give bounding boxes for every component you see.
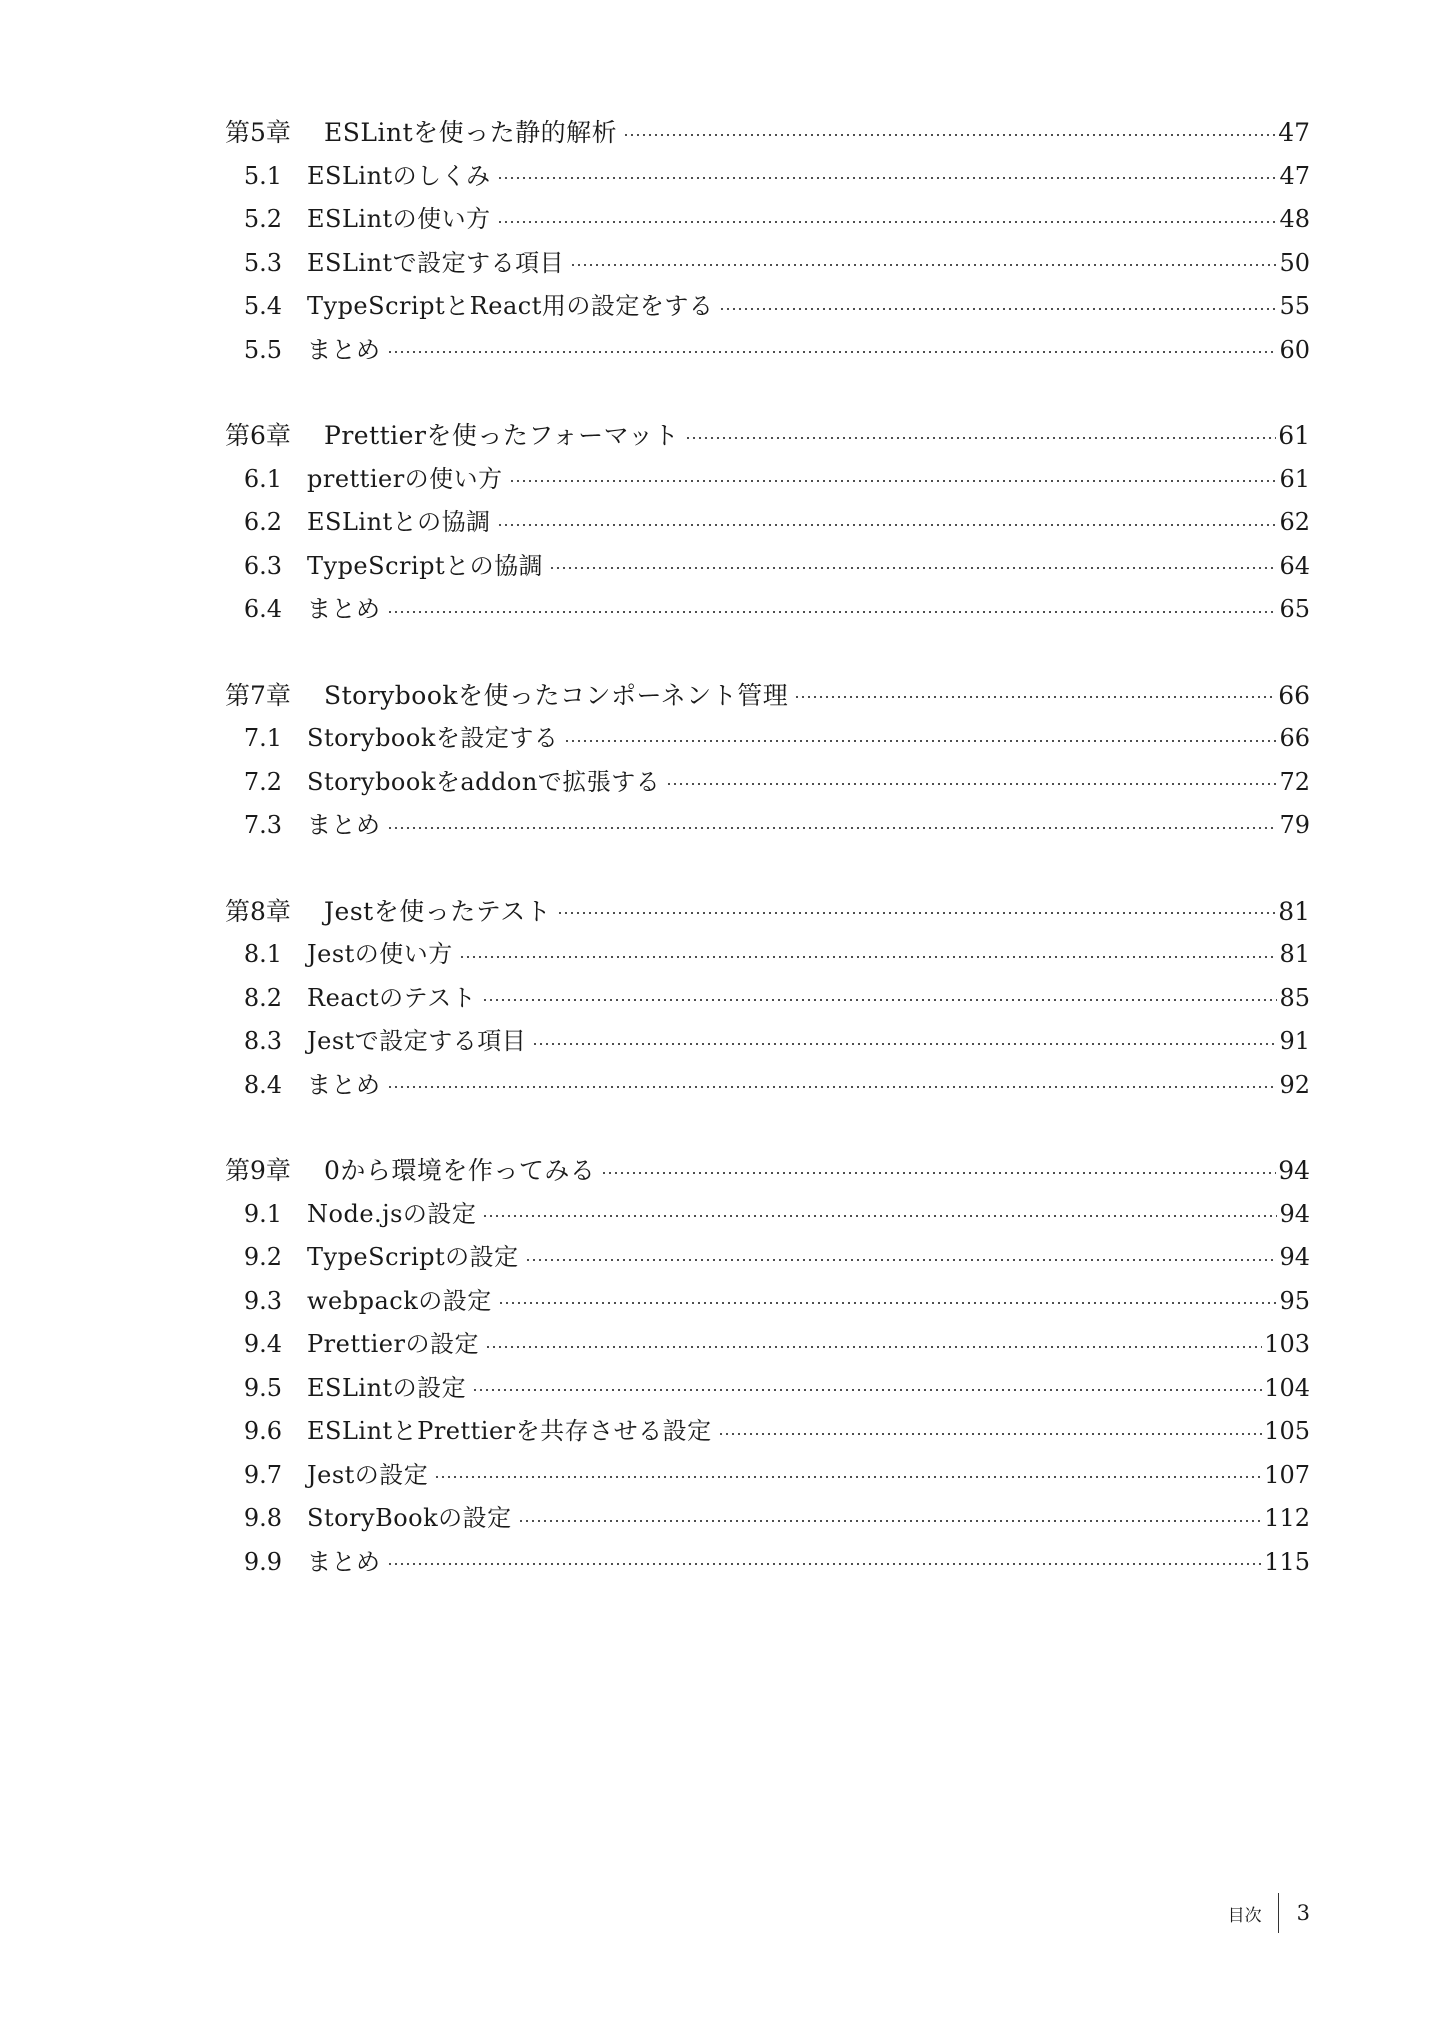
dot-leader [498,1302,1278,1304]
dot-leader [564,740,1277,742]
section-entry [225,1236,1310,1280]
section-entry [225,717,1310,761]
dot-leader [518,1520,1263,1522]
section-number: 9.2 [243,1243,282,1271]
dot-leader [485,1346,1262,1348]
section-page-number: 50 [1279,248,1310,277]
section-entry [225,1410,1310,1454]
section-number: 9.4 [243,1330,282,1358]
section-title: ESLintとPrettierを共存させる設定 [307,1417,712,1445]
section-title: Jestの使い方 [307,940,453,968]
section-page-number: 94 [1279,1243,1310,1271]
section-title: Storybookをaddonで拡張する [307,767,661,796]
section-entry [225,933,1310,977]
section-number: 6.2 [243,508,282,536]
section-title: まとめ [307,811,381,839]
section-entry [225,1020,1310,1064]
section-page-number: 103 [1264,1330,1310,1358]
section-page-number: 107 [1264,1460,1310,1489]
chapter-heading [225,674,1310,718]
dot-leader [497,177,1278,179]
dot-leader [387,611,1278,613]
section-entry [225,1193,1310,1237]
section-title: Jestで設定する項目 [307,1027,527,1055]
dot-leader [601,1172,1276,1174]
dot-leader [549,567,1277,569]
section-number: 9.3 [243,1286,282,1315]
section-page-number: 112 [1264,1504,1310,1532]
section-entry [225,1367,1310,1411]
dot-leader [509,480,1278,482]
section-page-number: 105 [1264,1417,1310,1445]
section-number: 6.1 [243,464,282,493]
chapter-number: 第7章 [225,680,291,710]
chapter-heading [225,1149,1310,1193]
chapter-heading [225,111,1310,155]
section-title: ESLintの使い方 [307,205,491,233]
section-title: Jestの設定 [307,1460,429,1489]
chapter-page-number: 47 [1278,118,1310,147]
section-page-number: 95 [1279,1286,1310,1315]
dot-leader [387,1563,1263,1565]
section-title: TypeScriptの設定 [307,1243,519,1271]
chapter-number: 第9章 [225,1156,291,1185]
section-title: まとめ [307,1547,381,1576]
dot-leader [685,437,1276,439]
section-number: 9.5 [243,1373,282,1402]
section-title: ESLintとの協調 [307,508,491,536]
dot-leader [434,1476,1262,1478]
section-title: まとめ [307,1070,381,1099]
section-number: 8.4 [243,1070,282,1099]
chapter-heading [225,890,1310,934]
chapter-title: ESLintを使った静的解析 [324,118,618,147]
section-number: 9.8 [243,1504,282,1532]
section-entry [225,1497,1310,1541]
section-number: 8.1 [243,940,282,968]
chapter-number: 第5章 [225,118,291,147]
section-page-number: 115 [1264,1547,1310,1576]
section-entry [225,155,1310,199]
section-entry [225,1064,1310,1108]
page-footer [1200,1893,1310,1933]
section-title: ESLintの設定 [307,1373,467,1402]
section-page-number: 92 [1279,1070,1310,1099]
section-number: 6.4 [243,595,282,623]
section-page-number: 61 [1279,464,1310,493]
section-title: ESLintのしくみ [307,161,491,190]
section-title: まとめ [307,335,381,364]
chapter-title: Jestを使ったテスト [324,896,552,926]
section-title: TypeScriptとReact用の設定をする [307,292,714,320]
dot-leader [387,351,1278,353]
section-entry [225,329,1310,373]
section-page-number: 60 [1279,335,1310,364]
section-page-number: 62 [1279,508,1310,536]
dot-leader [472,1389,1262,1391]
section-page-number: 47 [1279,161,1310,190]
section-page-number: 85 [1279,983,1310,1012]
section-number: 8.3 [243,1027,282,1055]
chapter-title: Storybookを使ったコンポーネント管理 [324,680,789,710]
section-page-number: 55 [1279,292,1310,320]
footer-page-number: 3 [1296,1901,1310,1925]
section-title: ESLintで設定する項目 [307,248,565,277]
dot-leader [557,912,1276,914]
dot-leader [482,1215,1277,1217]
dot-leader [497,221,1278,223]
section-entry [225,1323,1310,1367]
section-entry [225,1280,1310,1324]
section-entry [225,501,1310,545]
dot-leader [718,1433,1263,1435]
section-number: 5.2 [243,205,282,233]
section-entry [225,242,1310,286]
dot-leader [525,1259,1278,1261]
section-number: 7.3 [243,811,282,839]
chapter-page-number: 61 [1278,421,1310,450]
chapter-title: 0から環境を作ってみる [324,1156,596,1185]
section-page-number: 79 [1279,811,1310,839]
section-page-number: 66 [1279,724,1310,752]
section-entry [225,977,1310,1021]
section-number: 5.3 [243,248,282,277]
dot-leader [482,999,1277,1001]
dot-leader [387,827,1278,829]
dot-leader [570,264,1277,266]
section-number: 6.3 [243,551,282,580]
section-title: Reactのテスト [307,983,477,1012]
footer-divider [1278,1893,1279,1933]
section-entry [225,285,1310,329]
chapter-block [225,1149,1310,1584]
section-title: まとめ [307,595,381,623]
section-number: 5.4 [243,292,282,320]
footer-label: 目次 [1227,1905,1262,1926]
section-entry [225,198,1310,242]
section-entry [225,1454,1310,1498]
section-title: webpackの設定 [307,1286,492,1315]
dot-leader [532,1043,1277,1045]
chapter-title: Prettierを使ったフォーマット [324,421,680,450]
section-page-number: 65 [1279,595,1310,623]
section-page-number: 94 [1279,1199,1310,1228]
dot-leader [459,956,1278,958]
dot-leader [794,696,1276,698]
chapter-page-number: 94 [1278,1156,1310,1185]
dot-leader [497,524,1278,526]
section-number: 9.9 [243,1547,282,1576]
section-page-number: 104 [1264,1373,1310,1402]
chapter-number: 第8章 [225,896,291,926]
section-title: Storybookを設定する [307,724,559,752]
section-title: prettierの使い方 [307,464,503,493]
section-page-number: 81 [1279,940,1310,968]
section-entry [225,545,1310,589]
section-entry [225,1541,1310,1585]
section-number: 9.7 [243,1460,282,1489]
chapter-number: 第6章 [225,421,291,450]
section-entry [225,458,1310,502]
section-number: 5.1 [243,161,282,190]
section-title: Prettierの設定 [307,1330,479,1358]
dot-leader [623,134,1276,136]
section-entry [225,588,1310,632]
table-of-contents [225,111,1310,1626]
section-number: 7.1 [243,724,282,752]
dot-leader [719,308,1277,310]
section-title: StoryBookの設定 [307,1504,512,1532]
chapter-heading [225,414,1310,458]
section-page-number: 91 [1279,1027,1310,1055]
section-number: 9.1 [243,1199,282,1228]
section-page-number: 48 [1279,205,1310,233]
dot-leader [666,783,1277,785]
section-number: 5.5 [243,335,282,364]
chapter-page-number: 81 [1278,896,1310,926]
chapter-block [225,674,1310,848]
section-number: 7.2 [243,767,282,796]
chapter-block [225,414,1310,632]
section-entry [225,761,1310,805]
section-entry [225,804,1310,848]
section-page-number: 64 [1279,551,1310,580]
chapter-block [225,111,1310,372]
chapter-page-number: 66 [1278,680,1310,710]
chapter-block [225,890,1310,1108]
section-number: 9.6 [243,1417,282,1445]
section-number: 8.2 [243,983,282,1012]
section-title: Node.jsの設定 [307,1199,477,1228]
dot-leader [387,1086,1278,1088]
section-title: TypeScriptとの協調 [307,551,544,580]
section-page-number: 72 [1279,767,1310,796]
